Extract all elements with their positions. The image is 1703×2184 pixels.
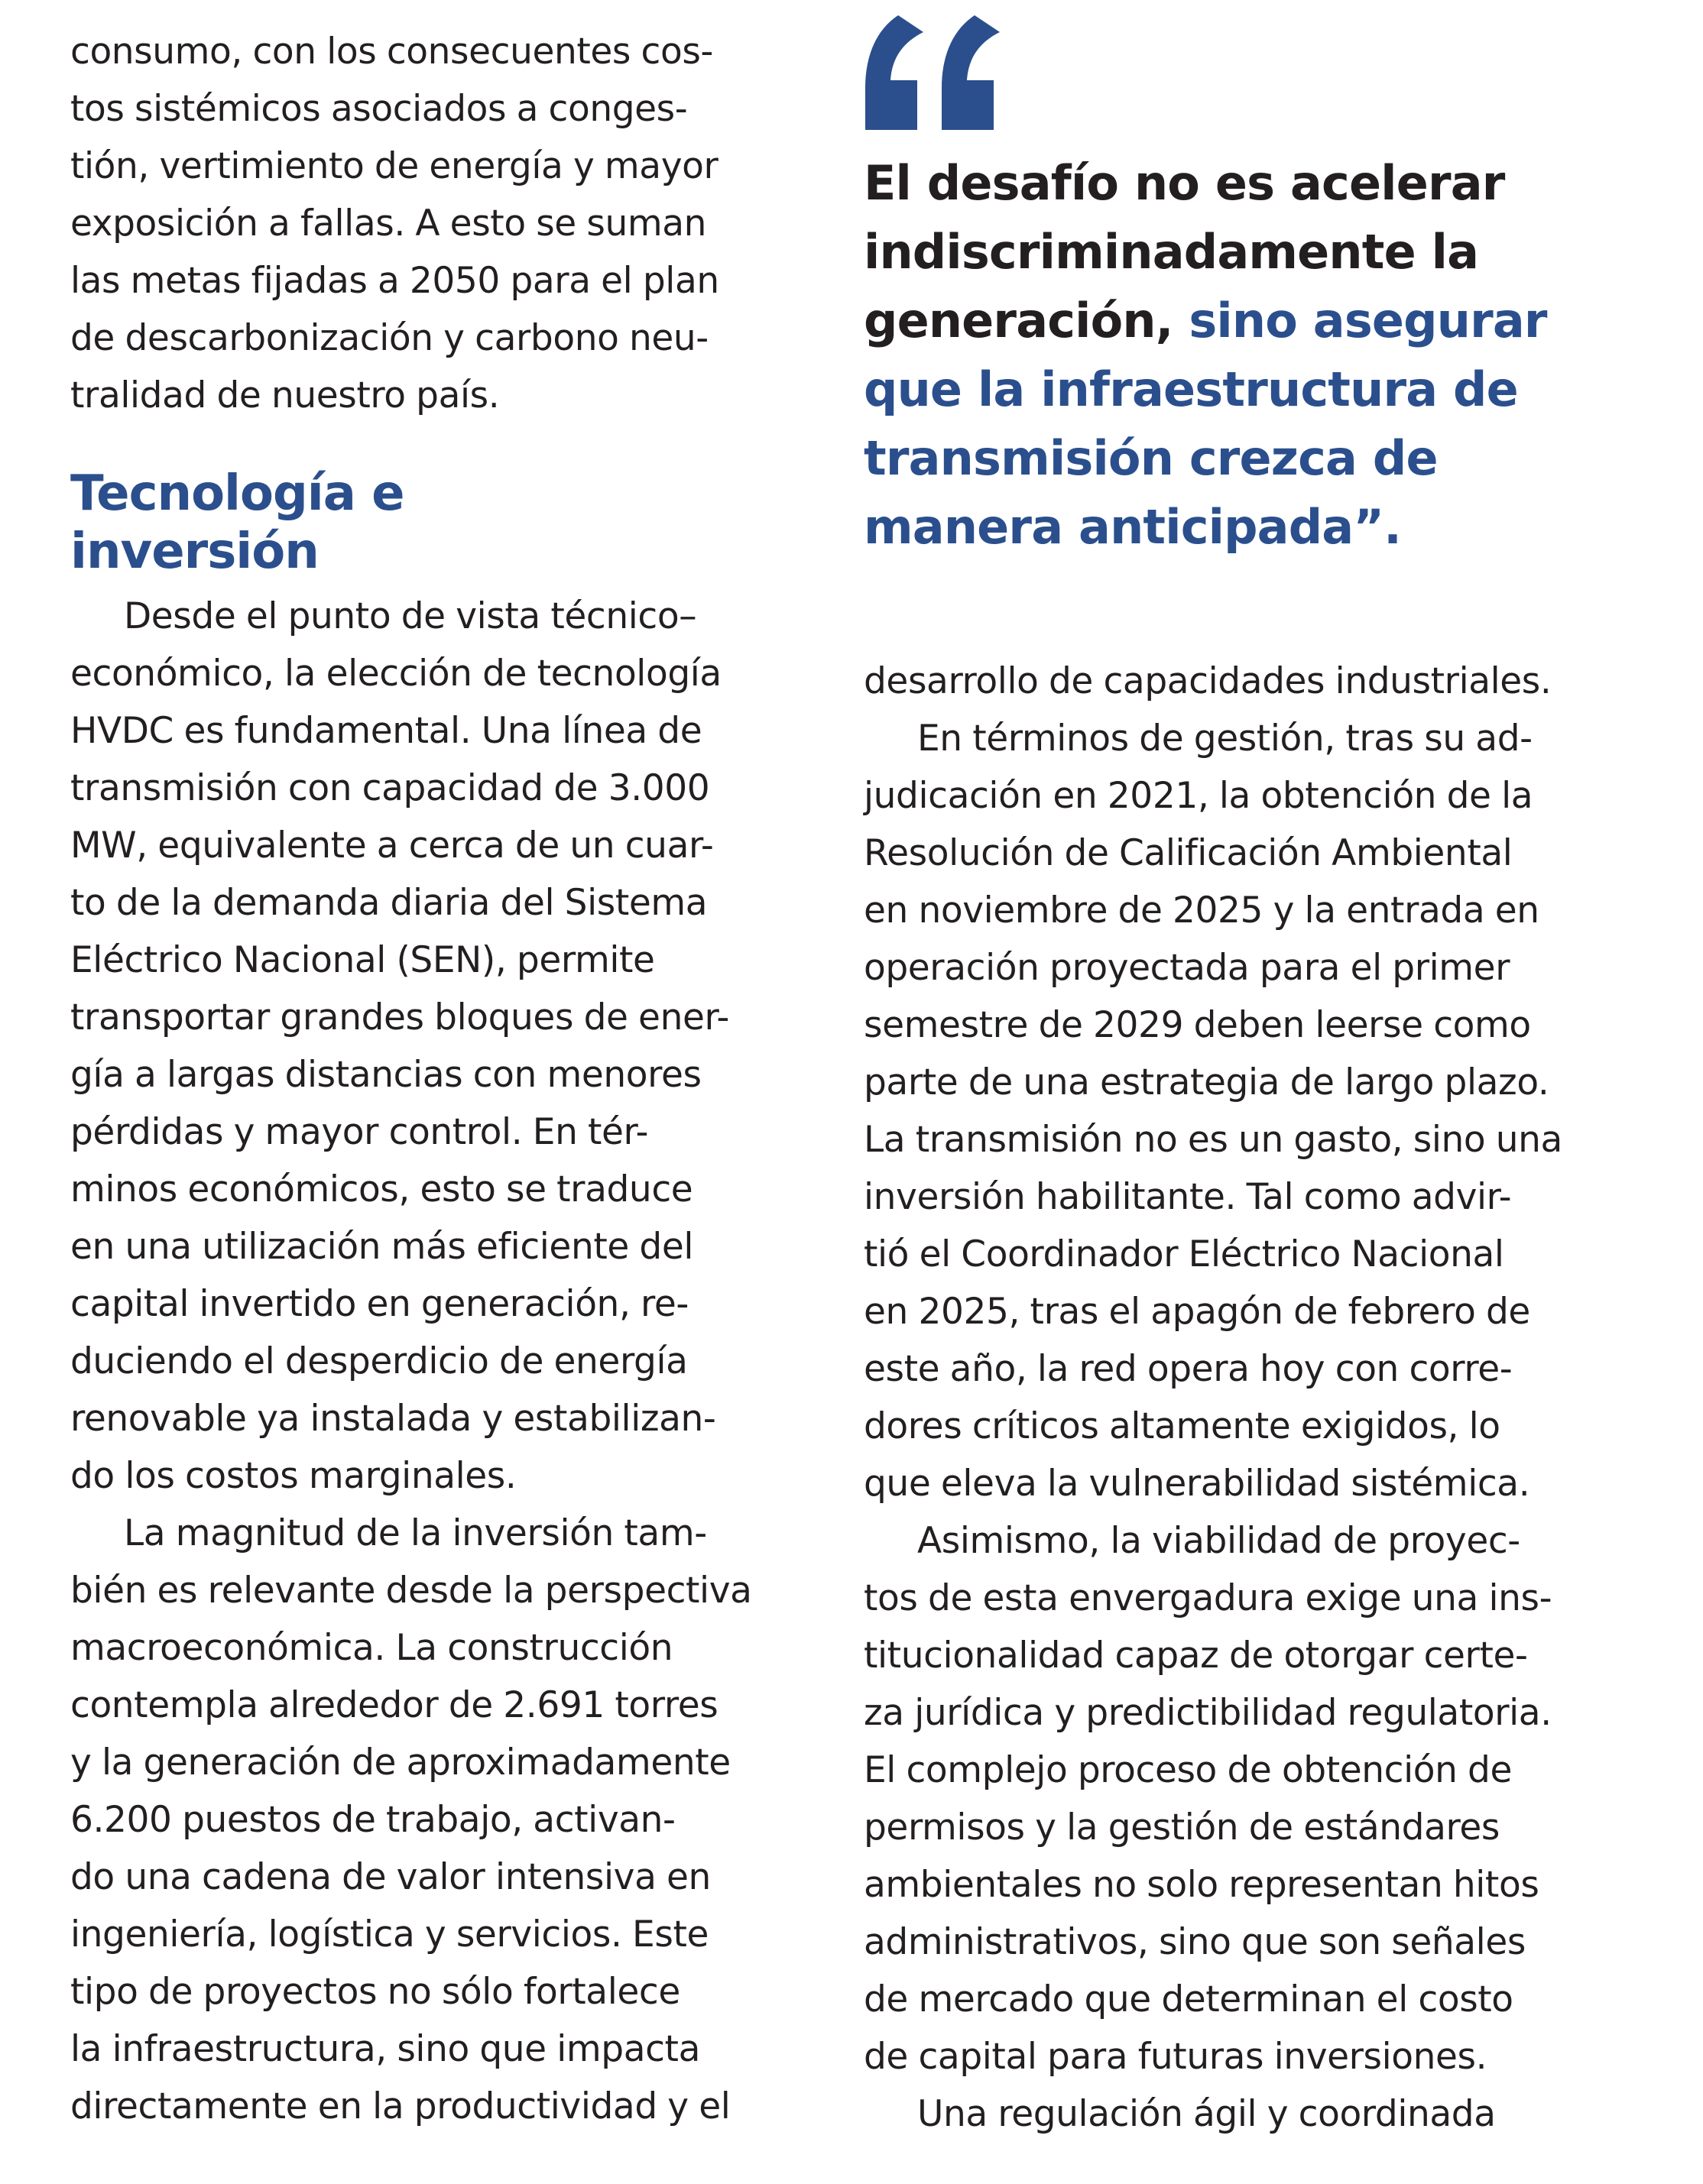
pull-quote-text: El desafío no es acelerar: [864, 155, 1505, 211]
text-line: titucionalidad capaz de otorgar certe-: [864, 1635, 1528, 1677]
text-line: permisos y la gestión de estándares: [864, 1806, 1500, 1849]
text-line: La magnitud de la inversión tam-: [124, 1512, 707, 1554]
text-line: La transmisión no es un gasto, sino una: [864, 1119, 1562, 1161]
text-line: Eléctrico Nacional (SEN), permite: [70, 939, 655, 981]
text-line: dores críticos altamente exigidos, lo: [864, 1405, 1500, 1447]
text-line: operación proyectada para el primer: [864, 947, 1510, 989]
pull-quote-line: [864, 493, 1401, 562]
text-line: de descarbonización y carbono neu-: [70, 317, 709, 359]
pull-quote-line: [864, 149, 1505, 218]
text-line: transmisión con capacidad de 3.000: [70, 767, 710, 809]
text-line: ambientales no solo representan hitos: [864, 1864, 1539, 1906]
text-line: exposición a fallas. A esto se suman: [70, 203, 707, 245]
text-line: consumo, con los consecuentes cos-: [70, 31, 713, 73]
pull-quote-highlight: transmisión crezca de: [864, 430, 1438, 486]
text-line: El complejo proceso de obtención de: [864, 1749, 1512, 1791]
text-line: HVDC es fundamental. Una línea de: [70, 710, 702, 752]
section-heading-line: inversión: [70, 523, 319, 580]
text-line: administrativos, sino que son señales: [864, 1921, 1526, 1963]
pull-quote-line: [864, 287, 1547, 355]
text-line: judicación en 2021, la obtención de la: [864, 775, 1533, 817]
text-line: MW, equivalente a cerca de un cuar-: [70, 825, 714, 867]
text-line: duciendo el desperdicio de energía: [70, 1340, 688, 1382]
text-line: tos de esta envergadura exige una ins-: [864, 1577, 1552, 1619]
text-line: la infraestructura, sino que impacta: [70, 2028, 700, 2070]
pull-quote-highlight: manera anticipada”.: [864, 499, 1402, 555]
text-line: capital invertido en generación, re-: [70, 1283, 689, 1325]
text-line: Resolución de Calificación Ambiental: [864, 832, 1513, 874]
text-line: macroeconómica. La construcción: [70, 1627, 673, 1669]
text-line: y la generación de aproximadamente: [70, 1742, 731, 1784]
pull-quote-highlight: sino asegurar: [1189, 293, 1547, 348]
text-line: to de la demanda diaria del Sistema: [70, 882, 708, 924]
text-line: za jurídica y predictibilidad regulatoria.: [864, 1692, 1552, 1734]
text-line: bién es relevante desde la perspectiva: [70, 1570, 752, 1612]
pull-quote-line: [864, 355, 1518, 424]
text-line: contempla alrededor de 2.691 torres: [70, 1684, 719, 1726]
text-line: en una utilización más eficiente del: [70, 1226, 694, 1268]
pull-quote-highlight: que la infraestructura de: [864, 361, 1518, 417]
text-line: desarrollo de capacidades industriales.: [864, 660, 1552, 702]
text-line: tipo de proyectos no sólo fortalece: [70, 1971, 680, 2013]
text-line: 6.200 puestos de trabajo, activan-: [70, 1799, 676, 1841]
text-line: directamente en la productividad y el: [70, 2085, 731, 2127]
text-line: minos económicos, esto se traduce: [70, 1168, 693, 1210]
text-line: semestre de 2029 deben leerse como: [864, 1004, 1531, 1046]
pull-quote-text: indiscriminadamente la: [864, 224, 1479, 280]
quote-mark-icon: [864, 8, 1009, 130]
text-line: tos sistémicos asociados a conges-: [70, 88, 688, 130]
text-line: que eleva la vulnerabilidad sistémica.: [864, 1463, 1530, 1505]
pull-quote-line: [864, 218, 1478, 287]
text-line: económico, la elección de tecnología: [70, 653, 722, 695]
text-line: gía a largas distancias con menores: [70, 1054, 702, 1096]
text-line: Desde el punto de vista técnico–: [124, 595, 697, 637]
text-line: tralidad de nuestro país.: [70, 374, 500, 416]
pull-quote-text: generación,: [864, 293, 1189, 348]
text-line: do una cadena de valor intensiva en: [70, 1856, 711, 1898]
text-line: las metas fijadas a 2050 para el plan: [70, 260, 719, 302]
text-line: ingeniería, logística y servicios. Este: [70, 1913, 709, 1956]
text-line: pérdidas y mayor control. En tér-: [70, 1111, 649, 1153]
text-line: de mercado que determinan el costo: [864, 1978, 1513, 2020]
text-line: en noviembre de 2025 y la entrada en: [864, 889, 1539, 932]
section-heading-line: Tecnología e: [70, 465, 404, 522]
text-line: en 2025, tras el apagón de febrero de: [864, 1291, 1530, 1333]
text-line: de capital para futuras inversiones.: [864, 2036, 1487, 2078]
text-line: Asimismo, la viabilidad de proyec-: [917, 1520, 1520, 1562]
text-line: renovable ya instalada y estabilizan-: [70, 1398, 716, 1440]
pull-quote-line: [864, 424, 1438, 493]
text-line: tió el Coordinador Eléctrico Nacional: [864, 1233, 1504, 1275]
text-line: do los costos marginales.: [70, 1455, 517, 1497]
text-line: inversión habilitante. Tal como advir-: [864, 1176, 1512, 1218]
text-line: tión, vertimiento de energía y mayor: [70, 145, 719, 187]
text-line: En términos de gestión, tras su ad-: [917, 718, 1533, 760]
text-line: parte de una estrategia de largo plazo.: [864, 1061, 1549, 1103]
text-line: Una regulación ágil y coordinada: [917, 2093, 1496, 2135]
text-line: este año, la red opera hoy con corre-: [864, 1348, 1513, 1390]
text-line: transportar grandes bloques de ener-: [70, 996, 729, 1039]
